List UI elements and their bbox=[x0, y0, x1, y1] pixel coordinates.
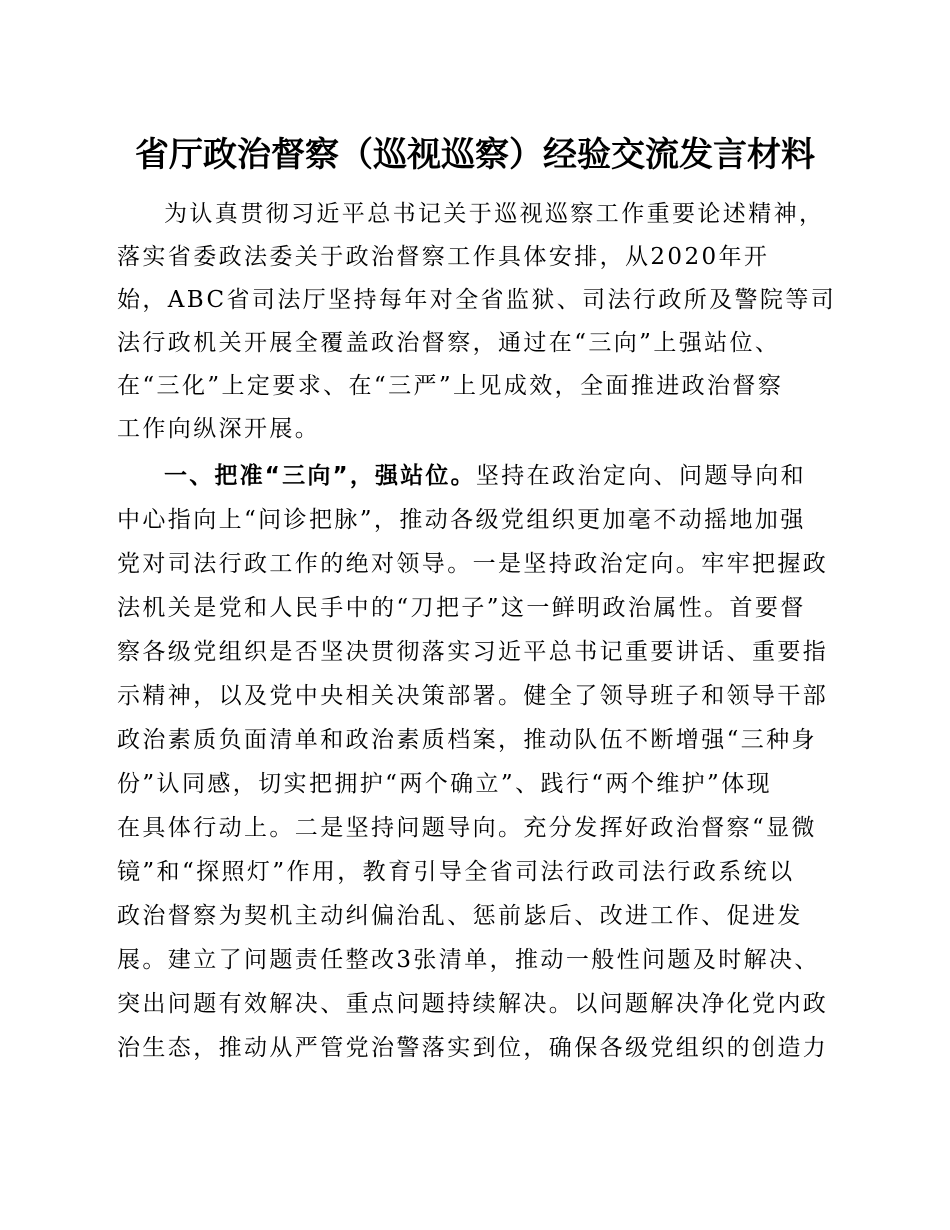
paragraph-line: 为认真贯彻习近平总书记关于巡视巡察工作重要论述精神， bbox=[164, 201, 825, 227]
paragraph-line: 政治素质负面清单和政治素质档案，推动队伍不断增强“三种身 bbox=[117, 727, 817, 753]
paragraph-line: 法行政机关开展全覆盖政治督察，通过在“三向”上强站位、 bbox=[117, 330, 781, 356]
paragraph-line: 始，ABC省司法厅坚持每年对全省监狱、司法行政所及警院等司 bbox=[117, 287, 837, 313]
paragraph-line: 落实省委政法委关于政治督察工作具体安排，从2020年开 bbox=[117, 244, 770, 270]
section-text: 坚持在政治定向、问题导向和 bbox=[475, 463, 807, 489]
paragraph-line: 法机关是党和人民手中的“刀把子”这一鲜明政治属性。首要督 bbox=[117, 595, 806, 621]
paragraph-line: 中心指向上“问诊把脉”，推动各级党组织更加毫不动摇地加强 bbox=[117, 507, 806, 533]
paragraph-line: 工作向纵深开展。 bbox=[117, 416, 321, 442]
paragraph-line: 党对司法行政工作的绝对领导。一是坚持政治定向。牢牢把握政 bbox=[117, 551, 829, 577]
paragraph-line: 政治督察为契机主动纠偏治乱、惩前毖后、改进工作、促进发 bbox=[117, 903, 803, 929]
page-title: 省厅政治督察（巡视巡察）经验交流发言材料 bbox=[135, 135, 815, 175]
paragraph-line: 展。建立了问题责任整改3张清单，推动一般性问题及时解决、 bbox=[117, 947, 820, 973]
paragraph-line: 察各级党组织是否坚决贯彻落实习近平总书记重要讲话、重要指 bbox=[117, 639, 829, 665]
paragraph-line: 治生态，推动从严管党治警落实到位，确保各级党组织的创造力 bbox=[117, 1035, 829, 1061]
paragraph-line: 在“三化”上定要求、在“三严”上见成效，全面推进政治督察 bbox=[117, 373, 784, 399]
paragraph-line: 份”认同感，切实把拥护“两个确立”、践行“两个维护”体现 bbox=[117, 771, 772, 797]
section-line bbox=[164, 459, 814, 493]
paragraph-line: 示精神，以及党中央相关决策部署。健全了领导班子和领导干部 bbox=[117, 683, 829, 709]
paragraph-line: 镜”和“探照灯”作用，教育引导全省司法行政司法行政系统以 bbox=[117, 859, 795, 885]
paragraph-line: 在具体行动上。二是坚持问题导向。充分发挥好政治督察“显微 bbox=[117, 815, 817, 841]
section-heading: 一、把准“三向”，强站位。 bbox=[164, 463, 476, 489]
paragraph-line: 突出问题有效解决、重点问题持续解决。以问题解决净化党内政 bbox=[117, 991, 829, 1017]
